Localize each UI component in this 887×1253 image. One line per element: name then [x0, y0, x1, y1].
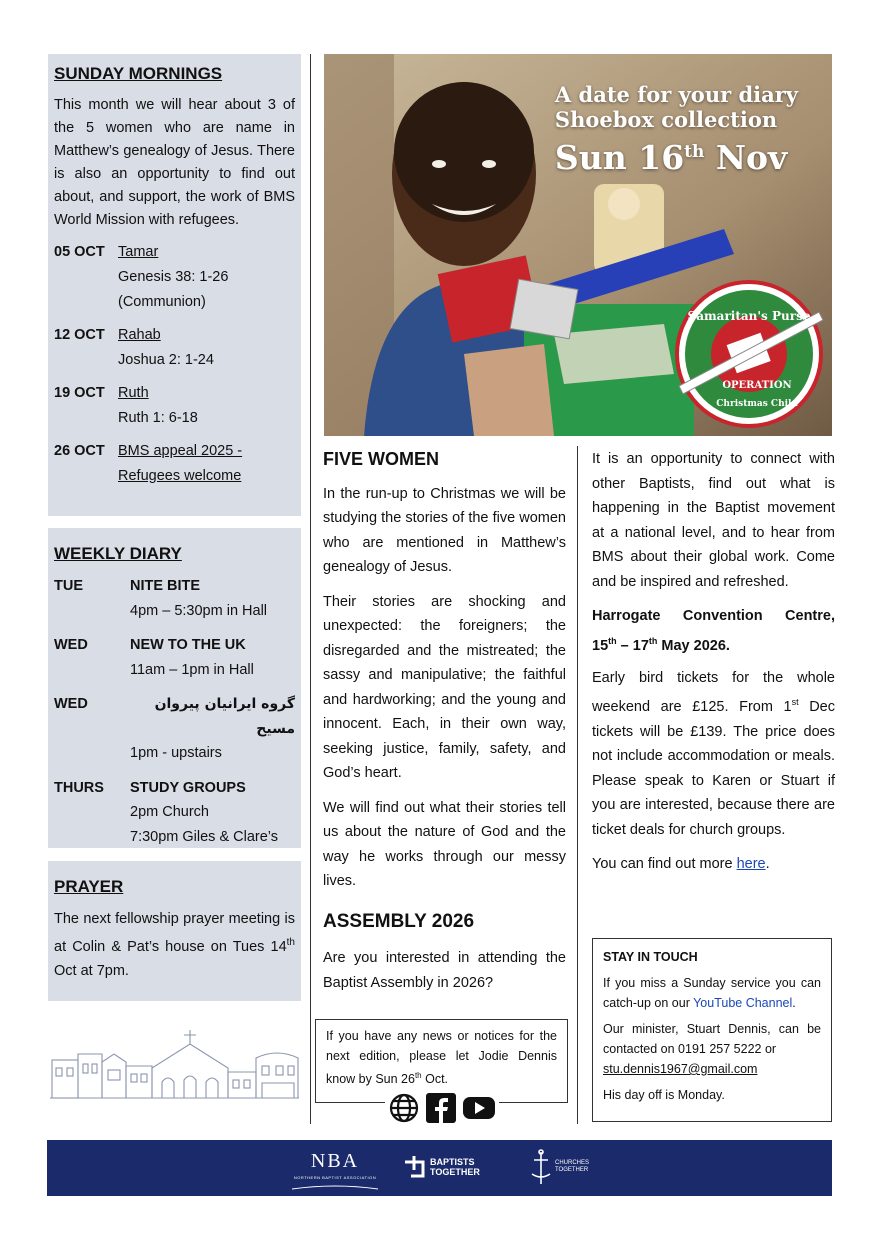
sunday-entry	[54, 381, 295, 431]
footer-banner	[47, 1140, 832, 1196]
diary-day: TUE	[54, 578, 83, 594]
prayer-text: The next fellowship prayer meeting is at Colin & Pat’s house on Tues 14th Oct at 7pm.	[54, 911, 295, 979]
sunday-mornings-title: SUNDAY MORNINGS	[54, 64, 223, 83]
sunday-entry	[54, 439, 295, 489]
diary-item	[54, 574, 295, 623]
diary-day: WED	[54, 696, 88, 712]
badge-operation: OPERATION	[722, 380, 792, 391]
diary-item	[54, 633, 295, 682]
diary-day: THURS	[54, 779, 104, 796]
youtube-icon[interactable]	[463, 1095, 495, 1126]
sunday-intro: This month we will hear about 3 of the 5 women who are name in Matthew’s genealogy of Jesus. There is also an opportunity to find out about, and support, the work of BMS World Mission with refugees.	[54, 97, 295, 228]
nba-logo: NBA NORTHERN BAPTIST ASSOCIATION	[285, 1150, 385, 1198]
diary-day: WED	[54, 637, 88, 653]
youtube-channel-link[interactable]: YouTube Channel	[693, 996, 793, 1010]
assembly-p2: It is an opportunity to connect with other Baptists, find out what is happening in the Baptist movement at a national level, and to hear from BMS about their global work. Come and be inspired and refreshed.	[592, 451, 835, 590]
stay-in-touch-box	[592, 938, 832, 1122]
shoebox-hero-image	[324, 54, 832, 436]
hero-date: Sun 16th Nov	[554, 138, 788, 177]
badge-brand: Samaritan's Purse	[687, 309, 811, 323]
hero-line-2: Shoebox collection	[554, 107, 778, 132]
five-women-p2: Their stories are shocking and unexpected: the foreigners; the disregarded and the mistreated; the sassy and manipulative; the faithful and hardworking; and the young and innocent. Each, in their own way, seeking justice, family, safety, and God’s heart.	[323, 593, 566, 781]
assembly-p1: Are you interested in attending the Baptist Assembly in 2026?	[323, 950, 566, 991]
diary-event: NITE BITE	[130, 578, 201, 594]
church-sketch-illustration	[48, 1028, 301, 1104]
diary-time: 7:30pm Giles & Clare’s	[130, 828, 279, 845]
diary-time: 11am – 1pm in Hall	[130, 661, 254, 678]
social-icons	[385, 1093, 499, 1127]
news-notice-box	[315, 1019, 568, 1103]
badge-campaign: Christmas Child	[716, 399, 798, 409]
five-women-section	[323, 447, 566, 1005]
weekly-diary-title: WEEKLY DIARY	[54, 544, 182, 563]
entry-note: (Communion)	[118, 294, 206, 310]
entry-title[interactable]: Tamar	[118, 244, 159, 260]
minister-contact: Our minister, Stuart Dennis, can be contacted on 0191 257 5222 or	[603, 1022, 821, 1056]
day-off: His day off is Monday.	[603, 1088, 725, 1102]
diary-event-persian: گروه ایرانیان پیروان مسیح	[154, 696, 295, 737]
churches-together-logo: CHURCHES TOGETHER	[529, 1148, 589, 1186]
entry-date: 12 OCT	[54, 327, 105, 343]
entry-title[interactable]: Rahab	[118, 327, 161, 343]
diary-event: NEW TO THE UK	[130, 637, 246, 653]
diary-event: STUDY GROUPS	[130, 779, 246, 796]
weekly-diary-panel	[48, 528, 301, 848]
sunday-entry	[54, 240, 295, 315]
find-out-more: You can find out more here.	[592, 856, 770, 873]
here-link[interactable]: here	[736, 856, 766, 873]
notice-text: If you have any news or notices for the next edition, please let Jodie Dennis know by Sun 26th Oct.	[326, 1029, 557, 1087]
diary-time: 4pm – 5:30pm in Hall	[130, 602, 268, 619]
entry-reference: Genesis 38: 1-26	[118, 269, 229, 285]
entry-title-cont[interactable]: Refugees welcome	[118, 468, 242, 484]
prayer-panel	[48, 861, 301, 1001]
diary-time: 2pm Church	[130, 804, 209, 820]
baptists-together-logo: BAPTISTS TOGETHER	[401, 1154, 480, 1180]
entry-reference: Joshua 2: 1-24	[118, 352, 214, 368]
youtube-text: If you miss a Sunday service you can catch-up on our YouTube Channel.	[603, 976, 821, 1010]
diary-item	[54, 692, 295, 766]
globe-icon[interactable]	[389, 1093, 419, 1128]
entry-title[interactable]: Ruth	[118, 385, 149, 401]
column-divider-middle	[577, 446, 578, 1124]
sunday-mornings-panel	[48, 54, 301, 516]
column-divider-left	[310, 54, 311, 1124]
sunday-entry	[54, 323, 295, 373]
five-women-p3: We will find out what their stories tell us about the nature of God and the way he works through our messy lives.	[323, 799, 566, 889]
stay-in-touch-title: STAY IN TOUCH	[603, 950, 698, 964]
venue: Harrogate Convention Centre, 15th – 17th May 2026.	[592, 608, 835, 654]
five-women-title: FIVE WOMEN	[323, 449, 439, 469]
entry-date: 26 OCT	[54, 443, 105, 459]
hero-caption	[555, 82, 798, 178]
entry-reference: Ruth 1: 6-18	[118, 410, 198, 426]
tickets-text: Early bird tickets for the whole weekend are £125. From 1st Dec tickets will be £139. The price does not include accommodation or meals. Please speak to Karen or Stuart if you are interested, because there are ticket deals for church groups.	[592, 669, 835, 838]
five-women-p1: In the run-up to Christmas we will be studying the stories of the five women who are mentioned in Matthew’s genealogy of Jesus.	[323, 485, 566, 575]
hero-line-1: A date for your diary	[554, 82, 798, 107]
entry-title[interactable]: BMS appeal 2025 -	[118, 443, 243, 459]
entry-date: 19 OCT	[54, 385, 105, 401]
diary-time: 1pm - upstairs	[130, 745, 222, 761]
diary-item	[54, 776, 295, 850]
entry-date: 05 OCT	[54, 244, 105, 260]
minister-email[interactable]: stu.dennis1967@gmail.com	[603, 1062, 758, 1076]
prayer-title: PRAYER	[54, 877, 124, 896]
facebook-icon[interactable]	[426, 1093, 456, 1128]
assembly-title: ASSEMBLY 2026	[323, 910, 475, 932]
assembly-details	[592, 447, 835, 887]
